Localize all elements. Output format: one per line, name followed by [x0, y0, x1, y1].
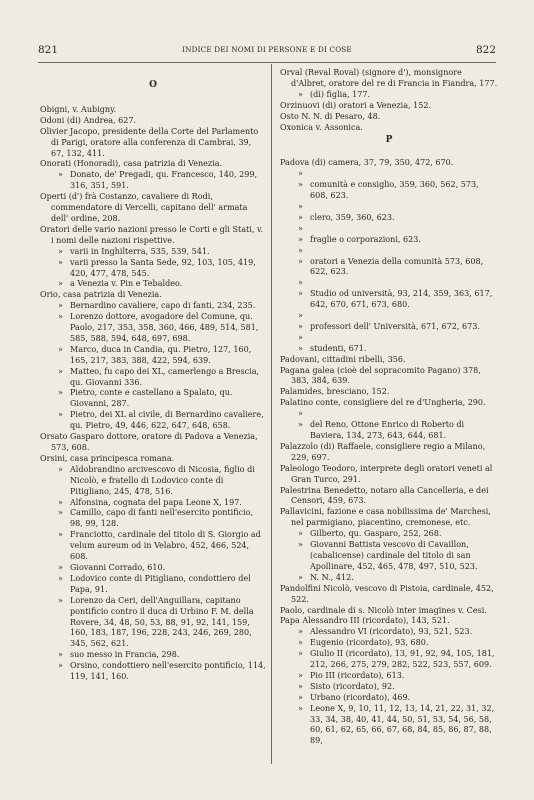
index-entry	[40, 454, 266, 465]
entry-text: suo messo in Francia, 298.	[70, 650, 180, 660]
entry-text: Pagana galea (cioè del sopracomito Pagano) 378, 383, 384, 639.	[280, 365, 481, 386]
entry-text: Pallavicini, fazione e casa nobilissima de' Marchesi, nel parmigiano, piacentino, cremonese, etc.	[280, 507, 491, 528]
ditto-mark: »	[58, 508, 63, 518]
ditto-mark: »	[58, 246, 63, 256]
index-entry	[280, 606, 498, 617]
entry-text: Eugenio (ricordato), 93, 680.	[310, 638, 429, 648]
index-subentry	[40, 279, 266, 290]
entry-text: Olivier Jacopo, presidente della Corte del Parlamento di Parigi, oratore alla conferenza di Cambrai, 39, 67, 132, 411.	[40, 126, 259, 158]
entry-text: Lorenzo da Ceri, dell'Anguillara, capitano pontificio contro il duca di Urbino F. M. della Rovere, 34, 48, 50, 53, 88, 91, 92, 141, 159, 160, 183, 187, 196, 228, 243, 246, 269, 280, 345, 562, 621.	[70, 595, 254, 649]
entry-text: Giovanni Corrado, 610.	[70, 562, 166, 572]
index-subentry	[280, 638, 498, 649]
section-letter-o: O	[149, 80, 157, 90]
index-entry	[40, 105, 266, 116]
ditto-mark: »	[58, 257, 63, 267]
entry-text: Orval (Reval Roval) (signore d'), monsignore d'Albret, oratore del re di Francia in Fiandra, 177.	[280, 68, 498, 88]
entry-text: Gilberto, qu. Gasparo, 252, 268.	[310, 529, 442, 539]
index-subentry	[40, 498, 266, 509]
index-entry	[40, 192, 266, 225]
ditto-mark: » »	[298, 409, 303, 430]
ditto-mark: »	[58, 301, 63, 311]
ditto-mark: »	[298, 703, 303, 713]
entry-text: Aldobrandino arcivescovo di Nicosia, figlio di Nicolò, e fratello di Lodovico conte di Pitigliano, 245, 478, 516.	[70, 464, 255, 496]
ditto-mark: »	[58, 344, 63, 354]
index-subentry	[280, 278, 498, 311]
index-subentry	[280, 409, 498, 442]
index-entry	[280, 158, 498, 169]
index-subentry	[280, 202, 498, 224]
index-entry	[40, 290, 266, 301]
index-subentry	[280, 333, 498, 355]
index-subentry	[40, 563, 266, 574]
ditto-mark: »	[298, 692, 303, 702]
ditto-mark: »	[58, 388, 63, 398]
entry-text: Orzinuovi (di) oratori a Venezia, 152.	[280, 100, 432, 110]
index-subentry	[40, 301, 266, 312]
entry-text: oratori a Venezia della comunità 573, 608, 622, 623.	[310, 256, 484, 277]
entry-text: Palatino conte, consigliere del re d'Ungheria, 290.	[280, 398, 486, 408]
index-subentry	[40, 596, 266, 651]
entry-text: Palazzolo (di) Raffaele, consigliere regio a Milano, 229, 697.	[280, 441, 486, 462]
entry-text: studenti, 671.	[310, 343, 367, 353]
entry-text: Camillo, capo di fanti nell'esercito pontificio, 98, 99, 128.	[70, 508, 254, 529]
ditto-mark: »	[298, 89, 303, 99]
entry-text: Donato, de' Pregadi, qu. Francesco, 140, 299, 316, 351, 591.	[70, 170, 258, 191]
index-entry	[280, 464, 498, 486]
index-subentry	[40, 574, 266, 596]
index-subentry	[280, 671, 498, 682]
ditto-mark: » »	[298, 311, 303, 331]
ditto-mark: »	[298, 529, 303, 539]
entry-text: Papa Alessandro III (ricordato), 143, 521.	[280, 616, 450, 626]
index-entry	[280, 584, 498, 606]
index-entry	[280, 355, 498, 366]
index-entry	[280, 507, 498, 529]
entry-text: Oratori delle vario nazioni presso le Corti e gli Stati, v. i nomi delle nazioni rispettive.	[40, 224, 264, 245]
ditto-mark: »	[58, 562, 63, 572]
index-subentry	[280, 224, 498, 246]
ditto-mark: »	[58, 279, 63, 289]
ditto-mark: »	[298, 572, 303, 582]
entry-text: varii presso la Santa Sede, 92, 103, 105, 419, 420, 477, 478, 545.	[70, 257, 256, 278]
entry-text: (di) figlia, 177.	[310, 89, 371, 99]
index-entry	[280, 616, 498, 627]
index-entry	[40, 432, 266, 454]
ditto-mark: » »	[298, 332, 303, 353]
ditto-mark: »	[298, 649, 303, 659]
index-subentry	[40, 465, 266, 498]
entry-text: Paleologo Teodoro, interprete degli oratori veneti al Gran Turco, 291.	[280, 463, 493, 484]
ditto-mark: » »	[298, 169, 303, 190]
index-subentry	[40, 367, 266, 389]
index-subentry	[40, 345, 266, 367]
left-entry-list	[40, 105, 266, 683]
index-subentry	[280, 627, 498, 638]
index-subentry	[40, 388, 266, 410]
entry-text: N. N., 412.	[310, 572, 354, 582]
entry-text: Odoni (di) Andrea, 627.	[40, 115, 137, 125]
index-subentry	[40, 650, 266, 661]
entry-text: Lodovico conte di Pitigliano, condottiero del Papa, 91.	[70, 573, 251, 594]
entry-text: varii in Inghilterra, 535, 539, 541.	[70, 246, 210, 256]
page-number-left: 821	[38, 44, 59, 56]
ditto-mark: »	[58, 497, 63, 507]
ditto-mark: »	[58, 573, 63, 583]
right-top-entry-list	[280, 68, 498, 133]
index-subentry	[280, 573, 498, 584]
ditto-mark: »	[298, 540, 303, 550]
ditto-mark: »	[58, 410, 63, 420]
index-entry	[280, 366, 498, 388]
ditto-mark: »	[298, 627, 303, 637]
entry-text: Leone X, 9, 10, 11, 12, 13, 14, 21, 22, 31, 32, 33, 34, 38, 40, 41, 44, 50, 51, 53, 54, 56, 58, 60, 61, 62, 65, 66, 67, 68, 84, 85, 86, 87, 88, 89,	[310, 703, 495, 746]
entry-text: Palamides, bresciano, 152.	[280, 387, 390, 397]
entry-text: Palestrina Benedetto, notaro alla Cancelleria, e dei Censori, 459, 673.	[280, 485, 489, 506]
column-divider	[271, 64, 272, 764]
entry-text: Matteo, fu capo dei XL, camerlengo a Brescia, qu. Giovanni 336.	[70, 366, 260, 387]
entry-text: Orsato Gasparo dottore, oratore di Padova a Venezia, 573, 608.	[40, 432, 258, 452]
entry-text: Giulio II (ricordato), 13, 91, 92, 94, 105, 181, 212, 266, 275, 279, 282, 522, 523, 557, 609.	[310, 649, 495, 670]
entry-text: Alfonsina, cognata del papa Leone X, 197.	[70, 497, 242, 507]
entry-text: a Venezia v. Pin e Tebaldeo.	[70, 279, 183, 289]
entry-text: clero, 359, 360, 623.	[310, 212, 395, 222]
index-subentry	[280, 529, 498, 540]
index-subentry	[280, 540, 498, 573]
index-subentry	[280, 704, 498, 748]
index-entry	[280, 68, 498, 90]
index-entry	[280, 442, 498, 464]
index-subentry	[40, 247, 266, 258]
entry-text: Lorenzo dottore, avogadore del Comune, qu. Paolo, 217, 353, 358, 360, 466, 489, 514, 581, 585, 588, 594, 648, 697, 698.	[70, 312, 259, 343]
ditto-mark: »	[58, 366, 63, 376]
index-subentry	[40, 508, 266, 530]
page-number-right: 822	[475, 44, 496, 56]
entry-text: Pio III (ricordato), 613.	[310, 670, 405, 680]
ditto-mark: »	[298, 638, 303, 648]
entry-text: del Reno, Ottone Enrico di Roberto di Baviera, 134, 273, 643, 644, 681.	[310, 420, 465, 440]
index-entry	[280, 112, 498, 123]
index-entry	[280, 101, 498, 112]
entry-text: Pietro, dei XL al civile, di Bernardino cavaliere, qu. Pietro, 49, 446, 622, 647, 648, 658.	[70, 410, 264, 431]
ditto-mark: » »	[298, 223, 303, 244]
entry-text: Bernardino cavaliere, capo di fanti, 234, 235.	[70, 301, 256, 311]
ditto-mark: »	[58, 661, 63, 671]
index-subentry	[40, 312, 266, 345]
entry-text: Marco, duca in Candia, qu. Pietro, 127, 160, 165, 217, 383, 388, 422, 594, 639.	[70, 344, 252, 365]
index-subentry	[40, 530, 266, 563]
entry-text: Franciotto, cardinale del titolo di S. Giorgio ad velum aureum od in Velabro, 452, 466, 524, 608.	[70, 530, 261, 562]
entry-text: Sisto (ricordato), 92.	[310, 681, 395, 691]
entry-text: professori dell' Università, 671, 672, 673.	[310, 321, 480, 331]
index-entry	[280, 398, 498, 409]
ditto-mark: »	[298, 670, 303, 680]
index-subentry	[280, 90, 498, 101]
ditto-mark: » »	[298, 278, 303, 299]
index-subentry	[40, 258, 266, 280]
left-column	[40, 68, 266, 683]
ditto-mark: »	[58, 650, 63, 660]
ditto-mark: »	[58, 595, 63, 605]
index-entry	[280, 387, 498, 398]
entry-text: Urbano (ricordato), 469.	[310, 692, 411, 702]
index-subentry	[280, 169, 498, 202]
entry-text: comunità e consiglio, 359, 360, 562, 573, 608, 623.	[310, 180, 479, 201]
entry-text: Orio, casa patrizia di Venezia.	[40, 290, 162, 300]
entry-text: Onorati (Honoradi), casa patrizia di Venezia.	[40, 159, 223, 169]
running-title: INDICE DEI NOMI DI PERSONE E DI COSE	[182, 45, 352, 54]
index-entry	[280, 486, 498, 508]
ditto-mark: »	[58, 170, 63, 180]
entry-text: Giovanni Battista vescovo di Cavaillon, (cabalicense) cardinale del titolo di san Apollinare, 452, 465, 478, 497, 510, 523.	[310, 540, 478, 571]
entry-text: Osto N. N. di Pesaro, 48.	[280, 111, 381, 121]
entry-text: Operti (d') frà Costanzo, cavaliere di Rodi, commendatore di Vercelli, capitano dell' armata dell' ordine, 208.	[40, 192, 248, 223]
ditto-mark: »	[58, 530, 63, 540]
entry-text: Pietro, conte e castellano a Spalato, qu. Giovanni, 287.	[70, 388, 233, 409]
index-entry	[40, 225, 266, 247]
index-subentry	[40, 661, 266, 683]
page-header	[38, 44, 496, 58]
entry-text: Padovani, cittadini ribelli, 356.	[280, 354, 406, 364]
index-subentry	[40, 170, 266, 192]
index-entry	[40, 127, 266, 160]
entry-text: Paolo, cardinale di s. Nicolò inter imagines v. Cesi.	[280, 605, 487, 615]
index-entry	[40, 116, 266, 127]
entry-text: Studio od università, 93, 214, 359, 363, 617, 642, 670, 671, 673, 680.	[310, 289, 493, 310]
index-subentry	[280, 693, 498, 704]
header-rule	[38, 62, 496, 63]
ditto-mark: »	[298, 681, 303, 691]
ditto-mark: » »	[298, 201, 303, 222]
right-column	[280, 68, 498, 747]
index-subentry	[280, 311, 498, 333]
section-letter-p: P	[385, 135, 393, 146]
entry-text: fraglie o corporazioni, 623.	[310, 234, 421, 244]
index-subentry	[280, 649, 498, 671]
index-subentry	[280, 246, 498, 279]
ditto-mark: » »	[298, 245, 303, 266]
index-entry	[280, 123, 498, 134]
index-entry	[40, 159, 266, 170]
index-subentry	[40, 410, 266, 432]
entry-text: Obigni, v. Aubigny.	[40, 104, 117, 114]
ditto-mark: »	[58, 312, 63, 322]
entry-text: Pandolfini Nicolò, vescovo di Pistoia, cardinale, 452, 522.	[280, 583, 494, 604]
entry-text: Alessandro VI (ricordato), 93, 521, 523.	[310, 627, 473, 637]
right-entry-list	[280, 158, 498, 747]
ditto-mark: »	[58, 464, 63, 474]
entry-text: Oxonica v. Assonica.	[280, 122, 363, 132]
entry-text: Padova (di) camera, 37, 79, 350, 472, 670.	[280, 158, 454, 168]
index-subentry	[280, 682, 498, 693]
entry-text: Orsino, condottiero nell'esercito pontificio, 114, 119, 141, 160.	[70, 661, 266, 682]
entry-text: Orsini, casa principesca romana.	[40, 453, 175, 463]
